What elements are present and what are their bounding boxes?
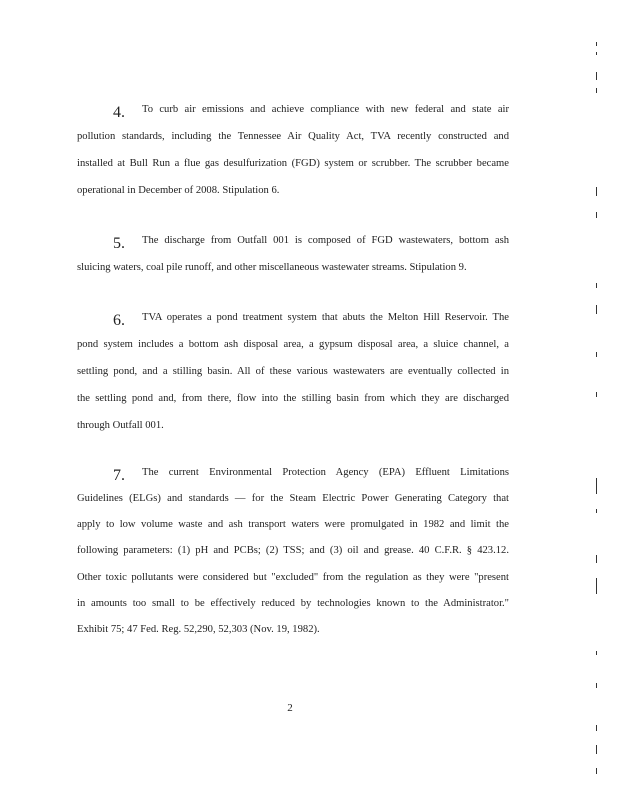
scan-mark xyxy=(596,42,597,46)
paragraph-line: TVA operates a pond treatment system that abuts the Melton Hill Reservoir. The xyxy=(142,312,509,323)
scan-mark xyxy=(596,283,597,288)
scan-mark xyxy=(596,578,597,594)
paragraph-line: sluicing waters, coal pile runoff, and other miscellaneous wastewater streams. Stipulation 9. xyxy=(77,262,467,273)
scan-mark xyxy=(596,555,597,563)
scan-mark xyxy=(596,683,597,688)
scan-mark xyxy=(596,478,597,494)
paragraph-line: Exhibit 75; 47 Fed. Reg. 52,290, 52,303 (Nov. 19, 1982). xyxy=(77,624,320,635)
scan-mark xyxy=(596,651,597,655)
scan-mark xyxy=(596,352,597,357)
paragraph-number: 5. xyxy=(113,235,125,252)
scan-mark xyxy=(596,509,597,513)
paragraph-line: Other toxic pollutants were considered but "excluded" from the regulation as they were "present xyxy=(77,572,509,583)
paragraph-line: the settling pond and, from there, flow into the stilling basin from which they are discharged xyxy=(77,393,509,404)
scan-mark xyxy=(596,305,597,314)
paragraph-line: through Outfall 001. xyxy=(77,420,164,431)
paragraph-line: The current Environmental Protection Agency (EPA) Effluent Limitations xyxy=(142,467,509,478)
paragraph-line: in amounts too small to be effectively reduced by technologies known to the Administrator." xyxy=(77,598,509,609)
scan-mark xyxy=(596,52,597,55)
paragraph-line: installed at Bull Run a flue gas desulfurization (FGD) system or scrubber. The scrubber became xyxy=(77,158,509,169)
paragraph-line: To curb air emissions and achieve compliance with new federal and state air xyxy=(142,104,509,115)
scan-mark xyxy=(596,72,597,80)
paragraph-line: operational in December of 2008. Stipulation 6. xyxy=(77,185,280,196)
scan-mark xyxy=(596,392,597,397)
paragraph-line: apply to low volume waste and ash transport waters were promulgated in 1982 and limit the xyxy=(77,519,509,530)
paragraph-number: 4. xyxy=(113,104,125,121)
scan-mark xyxy=(596,745,597,754)
paragraph-line: following parameters: (1) pH and PCBs; (2) TSS; and (3) oil and grease. 40 C.F.R. § 423.12. xyxy=(77,545,509,556)
scan-mark xyxy=(596,212,597,218)
scan-mark xyxy=(596,187,597,196)
paragraph-line: The discharge from Outfall 001 is composed of FGD wastewaters, bottom ash xyxy=(142,235,509,246)
scan-mark xyxy=(596,768,597,774)
paragraph-line: pollution standards, including the Tennessee Air Quality Act, TVA recently constructed and xyxy=(77,131,509,142)
scan-mark xyxy=(596,725,597,731)
page-number: 2 xyxy=(287,702,293,714)
scan-mark xyxy=(596,88,597,93)
paragraph-line: settling pond, and a stilling basin. All of these various wastewaters are eventually collected in xyxy=(77,366,509,377)
paragraph-number: 6. xyxy=(113,312,125,329)
paragraph-number: 7. xyxy=(113,467,125,484)
paragraph-line: Guidelines (ELGs) and standards — for the Steam Electric Power Generating Category that xyxy=(77,493,509,504)
paragraph-line: pond system includes a bottom ash disposal area, a gypsum disposal area, a sluice channel, a xyxy=(77,339,509,350)
